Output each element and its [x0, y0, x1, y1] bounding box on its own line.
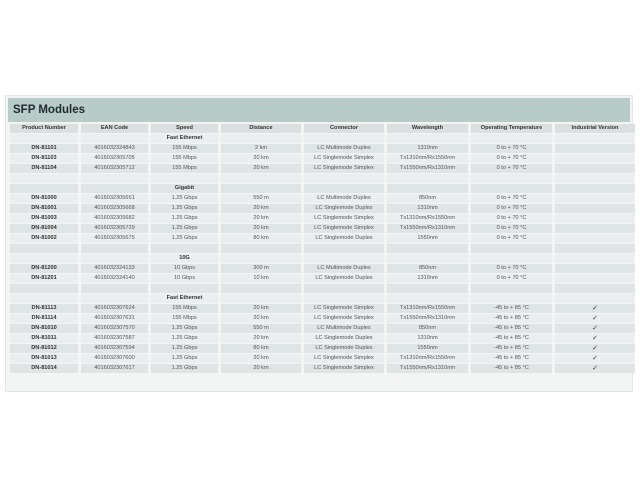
column-header: Distance: [221, 124, 301, 133]
table-cell: 20 km: [221, 314, 301, 323]
empty-cell: [221, 184, 301, 193]
product-number: DN-81113: [10, 304, 78, 313]
product-number: DN-81003: [10, 214, 78, 223]
table-cell: -45 to + 85 °C: [471, 324, 552, 333]
table-cell: 0 to + 70 °C: [471, 154, 552, 163]
empty-cell: [221, 284, 301, 293]
empty-cell: [304, 174, 384, 183]
table-cell: 1.25 Gbps: [151, 334, 218, 343]
table-row: [10, 214, 635, 223]
table-cell: 0 to + 70 °C: [471, 164, 552, 173]
table-cell: -45 to + 85 °C: [471, 334, 552, 343]
table-row: [10, 324, 635, 333]
table-cell: 1310nm: [387, 144, 468, 153]
table-cell: 0 to + 70 °C: [471, 274, 552, 283]
table-cell: 850nm: [387, 324, 468, 333]
table-cell: 1.25 Gbps: [151, 224, 218, 233]
table-cell: 4016032307624: [81, 304, 148, 313]
table-cell: 4016032324843: [81, 144, 148, 153]
empty-cell: [221, 254, 301, 263]
table-cell: 4016032305668: [81, 204, 148, 213]
product-number: DN-81114: [10, 314, 78, 323]
table-row: [10, 154, 635, 163]
empty-cell: [81, 294, 148, 303]
product-number: DN-81103: [10, 154, 78, 163]
product-number: DN-81201: [10, 274, 78, 283]
product-number: DN-81010: [10, 324, 78, 333]
column-header: Speed: [151, 124, 218, 133]
table-cell: -45 to + 85 °C: [471, 364, 552, 373]
table-cell: 20 km: [221, 224, 301, 233]
table-cell: 20 km: [221, 164, 301, 173]
product-number: DN-81013: [10, 354, 78, 363]
table-cell: 10 km: [221, 274, 301, 283]
table-cell: 4016032307587: [81, 334, 148, 343]
table-cell: 0 to + 70 °C: [471, 194, 552, 203]
table-cell: Tx1310nm/Rx1550nm: [387, 154, 468, 163]
page-title: SFP Modules: [8, 98, 630, 122]
empty-cell: [387, 284, 468, 293]
table-cell: 4016032307594: [81, 344, 148, 353]
table-cell: -45 to + 85 °C: [471, 304, 552, 313]
table-cell: 0 to + 70 °C: [471, 214, 552, 223]
empty-cell: [471, 174, 552, 183]
table-row: [10, 314, 635, 323]
table-cell: LC Singlemode Duplex: [304, 234, 384, 243]
table-cell: 1550nm: [387, 234, 468, 243]
table-cell: LC Singlemode Simplex: [304, 154, 384, 163]
table-cell: 0 to + 70 °C: [471, 204, 552, 213]
table-header: [10, 124, 635, 133]
table-cell: 0 to + 70 °C: [471, 234, 552, 243]
product-number: DN-81012: [10, 344, 78, 353]
product-number: DN-81004: [10, 224, 78, 233]
table-cell: LC Singlemode Simplex: [304, 224, 384, 233]
empty-cell: [304, 254, 384, 263]
empty-cell: [555, 174, 635, 183]
table-cell: 1.25 Gbps: [151, 344, 218, 353]
empty-cell: [471, 134, 552, 143]
industrial-cell: [555, 204, 635, 213]
column-header: Connector: [304, 124, 384, 133]
product-number: DN-81101: [10, 144, 78, 153]
check-icon: ✓: [555, 364, 635, 373]
table-row: [10, 194, 635, 203]
empty-cell: [81, 284, 148, 293]
table-cell: -45 to + 85 °C: [471, 354, 552, 363]
empty-cell: [387, 184, 468, 193]
empty-cell: [81, 174, 148, 183]
table-cell: 1550nm: [387, 344, 468, 353]
table-row: [10, 334, 635, 343]
table-cell: 1.25 Gbps: [151, 194, 218, 203]
table-cell: 1.25 Gbps: [151, 354, 218, 363]
industrial-cell: [555, 234, 635, 243]
column-header: Operating Temperature: [471, 124, 552, 133]
table-row: [10, 164, 635, 173]
table-cell: 1.25 Gbps: [151, 214, 218, 223]
empty-cell: [151, 284, 218, 293]
table-cell: 20 km: [221, 214, 301, 223]
empty-cell: [10, 134, 78, 143]
industrial-cell: [555, 154, 635, 163]
empty-cell: [555, 254, 635, 263]
table-cell: Tx1550nm/Rx1310nm: [387, 224, 468, 233]
empty-cell: [387, 134, 468, 143]
group-label: Gigabit: [151, 184, 218, 193]
empty-cell: [387, 254, 468, 263]
empty-cell: [304, 294, 384, 303]
empty-cell: [221, 244, 301, 253]
spacer-row: [10, 284, 635, 293]
table-cell: 1.25 Gbps: [151, 204, 218, 213]
table-cell: 20 km: [221, 304, 301, 313]
table-cell: 20 km: [221, 204, 301, 213]
table-cell: 850nm: [387, 264, 468, 273]
table-cell: LC Singlemode Duplex: [304, 204, 384, 213]
group-row: [10, 254, 635, 263]
check-icon: ✓: [555, 344, 635, 353]
table-cell: 20 km: [221, 364, 301, 373]
table-cell: Tx1550nm/Rx1310nm: [387, 164, 468, 173]
table-cell: 155 Mbps: [151, 154, 218, 163]
table-cell: LC Singlemode Simplex: [304, 304, 384, 313]
industrial-cell: [555, 224, 635, 233]
table-cell: 850nm: [387, 194, 468, 203]
table-cell: 300 m: [221, 264, 301, 273]
empty-cell: [555, 284, 635, 293]
product-number: DN-81104: [10, 164, 78, 173]
industrial-cell: [555, 164, 635, 173]
table-cell: Tx1550nm/Rx1310nm: [387, 314, 468, 323]
empty-cell: [151, 244, 218, 253]
product-number: DN-81014: [10, 364, 78, 373]
table-cell: 155 Mbps: [151, 314, 218, 323]
table-cell: 20 km: [221, 354, 301, 363]
table-row: [10, 224, 635, 233]
table-cell: 4016032305651: [81, 194, 148, 203]
column-header: Wavelength: [387, 124, 468, 133]
group-row: [10, 134, 635, 143]
table-cell: Tx1310nm/Rx1550nm: [387, 354, 468, 363]
empty-cell: [555, 294, 635, 303]
empty-cell: [471, 294, 552, 303]
table-cell: Tx1310nm/Rx1550nm: [387, 214, 468, 223]
empty-cell: [471, 254, 552, 263]
table-cell: LC Multimode Duplex: [304, 264, 384, 273]
table-cell: Tx1550nm/Rx1310nm: [387, 364, 468, 373]
empty-cell: [10, 284, 78, 293]
empty-cell: [387, 244, 468, 253]
check-icon: ✓: [555, 324, 635, 333]
empty-cell: [387, 174, 468, 183]
table-row: [10, 264, 635, 273]
table-row: [10, 304, 635, 313]
table-cell: 155 Mbps: [151, 304, 218, 313]
group-label: 10G: [151, 254, 218, 263]
check-icon: ✓: [555, 314, 635, 323]
check-icon: ✓: [555, 354, 635, 363]
table-row: [10, 204, 635, 213]
table-cell: 2 km: [221, 144, 301, 153]
table-cell: LC Singlemode Duplex: [304, 334, 384, 343]
table-cell: LC Multimode Duplex: [304, 194, 384, 203]
empty-cell: [10, 174, 78, 183]
table-cell: 4016032307570: [81, 324, 148, 333]
table-cell: 4016032324133: [81, 264, 148, 273]
industrial-cell: [555, 264, 635, 273]
industrial-cell: [555, 144, 635, 153]
table-cell: 20 km: [221, 334, 301, 343]
empty-cell: [81, 184, 148, 193]
empty-cell: [151, 174, 218, 183]
table-cell: 1.25 Gbps: [151, 234, 218, 243]
table-cell: 4016032307631: [81, 314, 148, 323]
table-cell: 550 m: [221, 324, 301, 333]
table-row: [10, 344, 635, 353]
empty-cell: [221, 294, 301, 303]
table-row: [10, 354, 635, 363]
table-cell: LC Multimode Duplex: [304, 144, 384, 153]
empty-cell: [471, 244, 552, 253]
table-cell: -45 to + 85 °C: [471, 314, 552, 323]
product-number: DN-81000: [10, 194, 78, 203]
spacer-row: [10, 174, 635, 183]
table-cell: LC Singlemode Simplex: [304, 214, 384, 223]
empty-cell: [81, 254, 148, 263]
check-icon: ✓: [555, 304, 635, 313]
table-cell: 550 m: [221, 194, 301, 203]
table-cell: 1.25 Gbps: [151, 324, 218, 333]
empty-cell: [555, 244, 635, 253]
product-number: DN-81200: [10, 264, 78, 273]
table-cell: 155 Mbps: [151, 164, 218, 173]
column-header: Product Number: [10, 124, 78, 133]
table-cell: 1.25 Gbps: [151, 364, 218, 373]
table-cell: 4016032305712: [81, 164, 148, 173]
table-cell: 0 to + 70 °C: [471, 144, 552, 153]
table-cell: 0 to + 70 °C: [471, 264, 552, 273]
sfp-table: [7, 123, 638, 374]
spacer-row: [10, 244, 635, 253]
table-cell: 4016032305705: [81, 154, 148, 163]
empty-cell: [304, 244, 384, 253]
product-number: DN-81011: [10, 334, 78, 343]
table-cell: 4016032307600: [81, 354, 148, 363]
empty-cell: [304, 184, 384, 193]
empty-cell: [81, 244, 148, 253]
empty-cell: [555, 184, 635, 193]
table-cell: 1310nm: [387, 334, 468, 343]
empty-cell: [10, 184, 78, 193]
table-cell: LC Singlemode Duplex: [304, 344, 384, 353]
table-row: [10, 364, 635, 373]
industrial-cell: [555, 274, 635, 283]
column-header: EAN Code: [81, 124, 148, 133]
industrial-cell: [555, 194, 635, 203]
product-number: DN-81002: [10, 234, 78, 243]
empty-cell: [10, 294, 78, 303]
table-row: [10, 144, 635, 153]
empty-cell: [555, 134, 635, 143]
table-cell: LC Singlemode Simplex: [304, 164, 384, 173]
table-cell: LC Multimode Duplex: [304, 324, 384, 333]
empty-cell: [471, 284, 552, 293]
table-cell: 1310nm: [387, 204, 468, 213]
table-cell: 4016032305675: [81, 234, 148, 243]
table-cell: 0 to + 70 °C: [471, 224, 552, 233]
table-cell: LC Singlemode Simplex: [304, 364, 384, 373]
table-cell: 10 Gbps: [151, 274, 218, 283]
table-cell: LC Singlemode Simplex: [304, 314, 384, 323]
industrial-cell: [555, 214, 635, 223]
empty-cell: [304, 284, 384, 293]
table-cell: 4016032307617: [81, 364, 148, 373]
table-cell: 20 km: [221, 154, 301, 163]
table-cell: 1310nm: [387, 274, 468, 283]
empty-cell: [221, 134, 301, 143]
empty-cell: [81, 134, 148, 143]
empty-cell: [221, 174, 301, 183]
table-cell: 4016032305682: [81, 214, 148, 223]
empty-cell: [10, 244, 78, 253]
column-header: Industrial Version: [555, 124, 635, 133]
table-cell: 4016032324140: [81, 274, 148, 283]
table-row: [10, 274, 635, 283]
table-cell: -45 to + 85 °C: [471, 344, 552, 353]
table-cell: 10 Gbps: [151, 264, 218, 273]
table-cell: 80 km: [221, 344, 301, 353]
table-cell: Tx1310nm/Rx1550nm: [387, 304, 468, 313]
check-icon: ✓: [555, 334, 635, 343]
table-cell: LC Singlemode Simplex: [304, 354, 384, 363]
sfp-modules-panel: [5, 95, 633, 392]
group-row: [10, 184, 635, 193]
table-cell: 4016032305729: [81, 224, 148, 233]
empty-cell: [387, 294, 468, 303]
empty-cell: [471, 184, 552, 193]
table-row: [10, 234, 635, 243]
empty-cell: [10, 254, 78, 263]
table-cell: LC Singlemode Duplex: [304, 274, 384, 283]
group-label: Fast Ethernet: [151, 294, 218, 303]
table-cell: 80 km: [221, 234, 301, 243]
product-number: DN-81001: [10, 204, 78, 213]
group-label: Fast Ethernet: [151, 134, 218, 143]
empty-cell: [304, 134, 384, 143]
table-cell: 155 Mbps: [151, 144, 218, 153]
group-row: [10, 294, 635, 303]
